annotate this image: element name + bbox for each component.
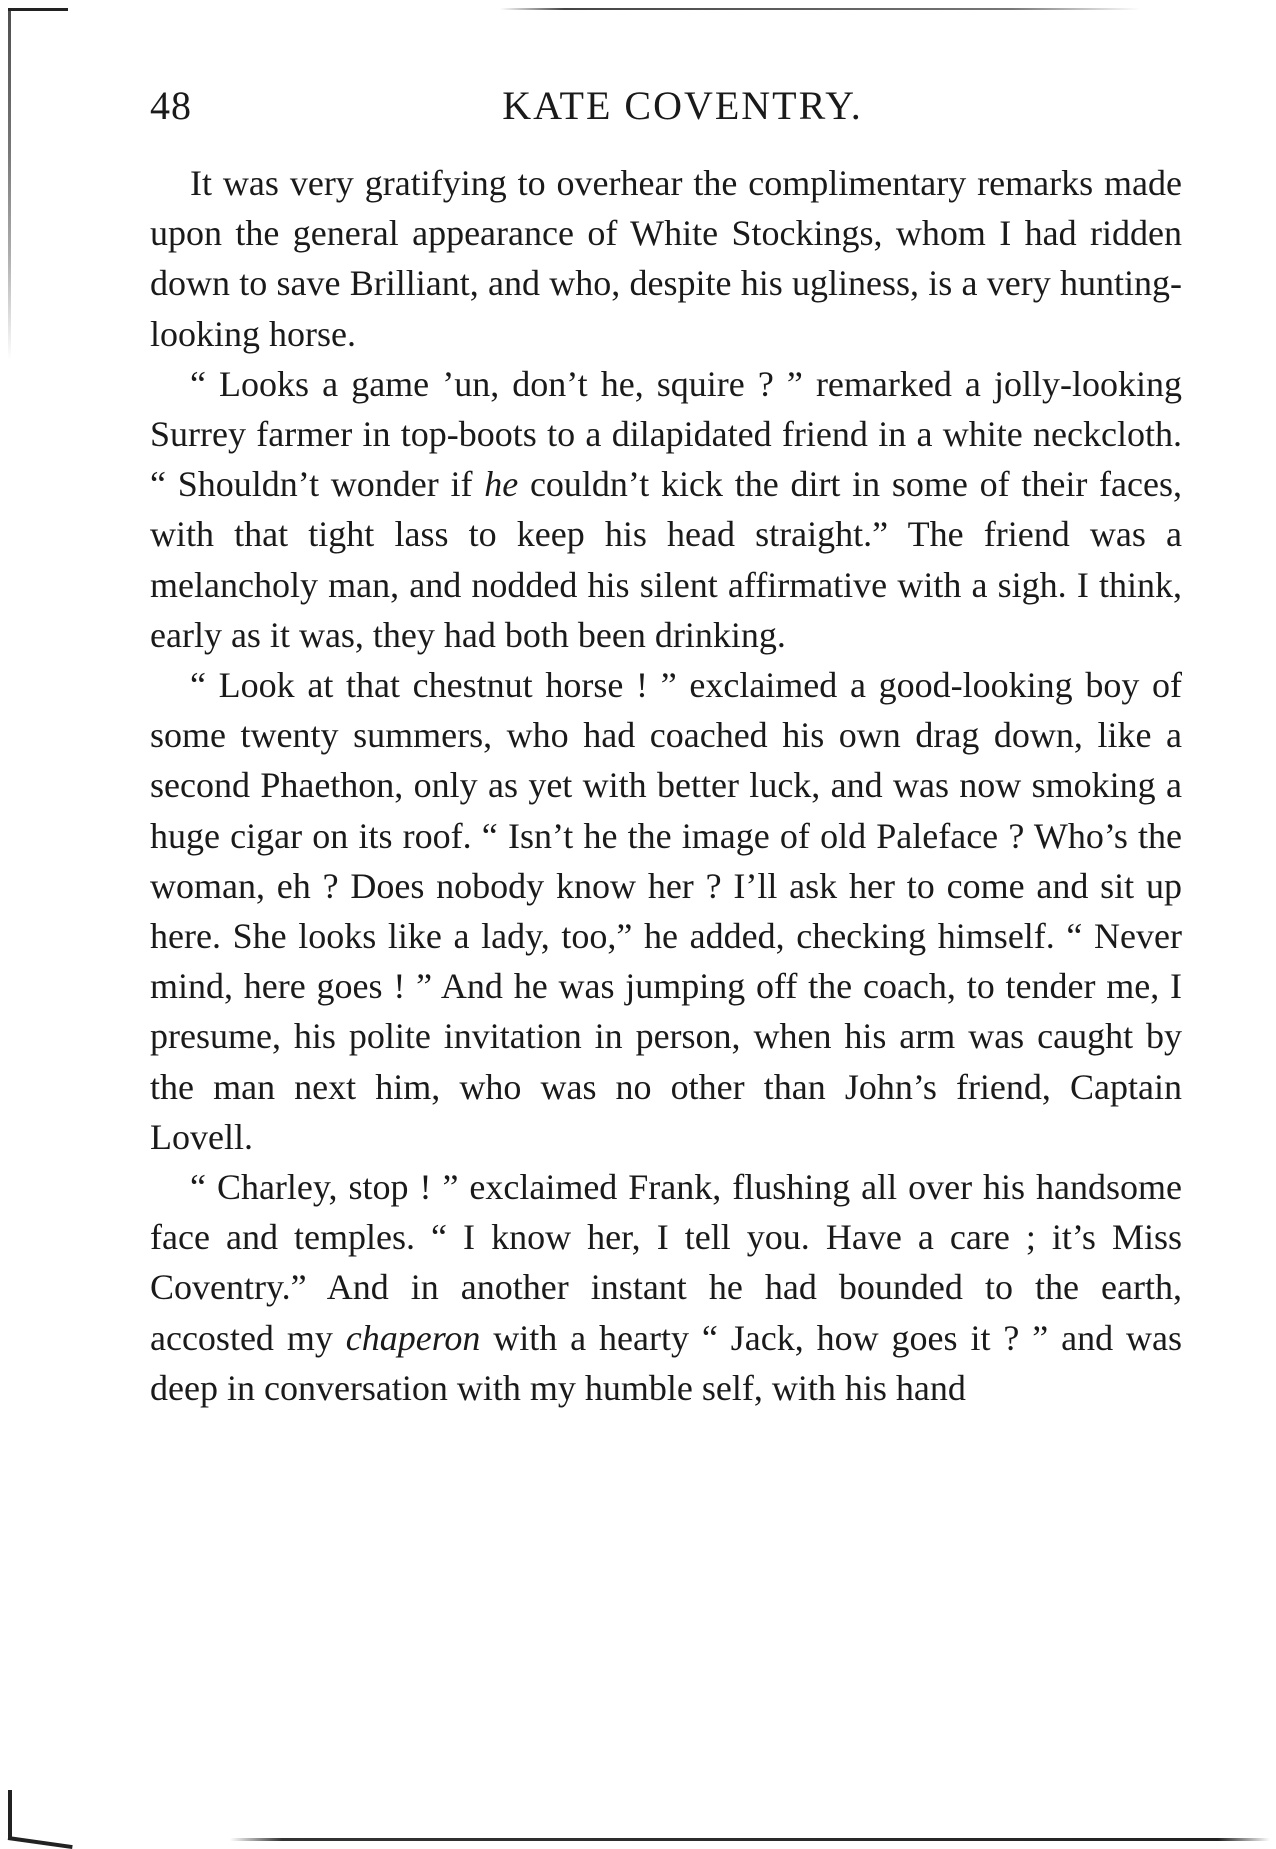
paragraph-text: couldn’t kick the dirt in some of their faces, with that tight lass to keep his head straight.” The friend was a melancholy man, and nodded his silent affirmative with a sigh. I think, early as it was, they had both been drinking. [150, 464, 1182, 655]
paragraph-text: “ Charley, stop ! ” exclaimed Frank, flushing all over his handsome face and temples. “ I know her, I tell you. Have a care ; it’s Miss Coventry.” And in another instant he had bounded to the earth, accosted my [150, 1167, 1182, 1358]
paragraph-text: with a hearty “ Jack, how goes it ? ” and was deep in conversation with my humble self, with his hand [150, 1317, 1182, 1408]
scan-top-line [500, 8, 1140, 10]
paragraph: It was very gratifying to overhear the complimentary remarks made upon the general appearance of White Stockings, whom I had ridden down to save Brilliant, and who, despite his ugliness, is a very hunting-looking horse. [150, 163, 1182, 354]
italic-text: chaperon [345, 1317, 481, 1358]
body-text [150, 158, 1182, 1413]
running-header [150, 72, 1185, 132]
paragraph: “ Look at that chestnut horse ! ” exclaimed a good-looking boy of some twenty summers, who had coached his own drag down, like a second Phaethon, only as yet with better luck, and was now smoking a huge cigar on its roof. “ Isn’t he the image of old Paleface ? Who’s the woman, eh ? Does nobody know her ? I’ll ask her to come and sit up here. She looks like a lady, too,” he added, checking himself. “ Never mind, here goes ! ” And he was jumping off the coach, to tender me, I presume, his polite invitation in person, when his arm was caught by the man next him, who was no other than John’s friend, Captain Lovell. [150, 665, 1182, 1157]
italic-text: he [484, 464, 519, 505]
paragraph [150, 1162, 1182, 1413]
paragraph-text: “ Looks a game ’un, don’t he, squire ? ” remarked a jolly-looking Surrey farmer in top-boots to a dilapidated friend in a white neckcloth. “ Shouldn’t wonder if [150, 363, 1182, 505]
running-title: KATE COVENTRY. [502, 83, 863, 128]
scan-edge-mark [8, 10, 11, 360]
scan-bottom-line [230, 1838, 1270, 1841]
scan-corner-mark [8, 1790, 12, 1840]
page-number: 48 [150, 83, 192, 128]
scan-edge-mark [8, 8, 68, 11]
paragraph [150, 359, 1182, 660]
scan-corner-mark [8, 1836, 73, 1849]
